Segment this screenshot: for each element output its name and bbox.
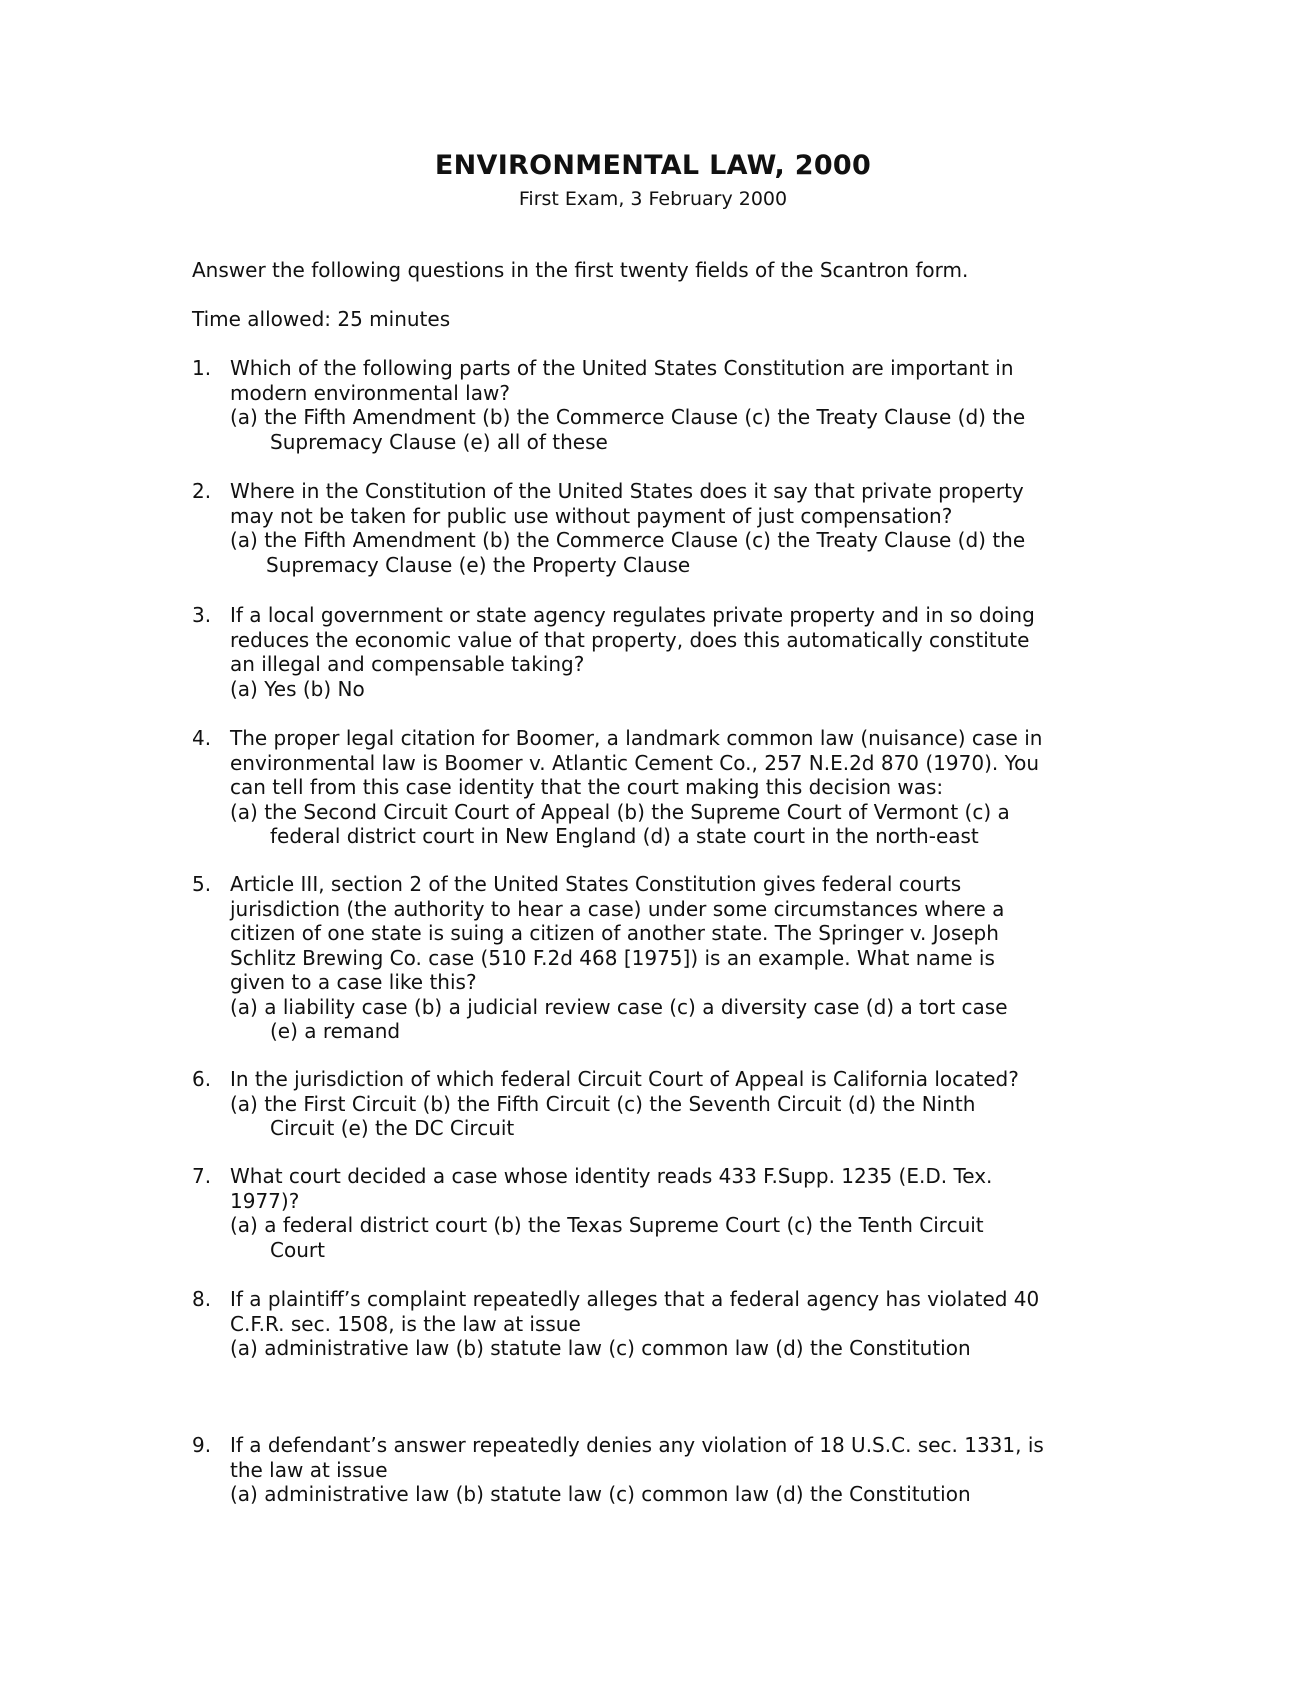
question-number: 6. [192,1067,212,1091]
question-line: If a defendant’s answer repeatedly denies any violation of 18 U.S.C. sec. 1331, is [230,1433,1044,1457]
answer-options: (a) administrative law (b) statute law (c) common law (d) the Constitution [230,1336,971,1360]
question-line: Where in the Constitution of the United States does it say that private property [230,479,1024,503]
question-line: can tell from this case identity that the court making this decision was: [230,775,944,799]
question-line: environmental law is Boomer v. Atlantic Cement Co., 257 N.E.2d 870 (1970). You [230,750,1040,775]
answer-options: Supremacy Clause (e) the Property Clause [266,552,691,577]
page-subtitle: First Exam, 3 February 2000 [518,188,788,210]
question-line: reduces the economic value of that property, does this automatically constitute [230,627,1030,652]
question-line: citizen of one state is suing a citizen of another state. The Springer v. Joseph [230,921,999,945]
question-line: The proper legal citation for Boomer, a landmark common law (nuisance) case in [230,726,1043,750]
answer-options: (a) a liability case (b) a judicial review case (c) a diversity case (d) a tort case [230,994,1008,1019]
question-number: 3. [192,603,212,627]
question-6 [192,1067,1112,1141]
question-line: jurisdiction (the authority to hear a case) under some circumstances where a [230,896,1005,921]
question-number: 4. [192,726,212,750]
question-number: 1. [192,356,212,380]
question-line: If a plaintiff’s complaint repeatedly alleges that a federal agency has violated 40 [230,1287,1040,1311]
question-line: Which of the following parts of the United States Constitution are important in [230,356,1014,380]
question-8 [192,1287,1112,1361]
question-line: Schlitz Brewing Co. case (510 F.2d 468 [1975]) is an example. What name is [230,945,995,970]
answer-options: Supremacy Clause (e) all of these [270,429,608,454]
answer-options: (e) a remand [270,1019,401,1043]
time-allowed-text: Time allowed: 25 minutes [192,307,451,331]
question-line: Article III, section 2 of the United States Constitution gives federal courts [230,872,962,896]
answer-options: federal district court in New England (d) a state court in the north-east [270,824,979,848]
page-title: ENVIRONMENTAL LAW, 2000 [434,150,872,181]
question-number: 9. [192,1433,212,1457]
question-number: 7. [192,1164,212,1188]
question-9 [192,1433,1112,1507]
question-1 [192,356,1112,454]
question-line: In the jurisdiction of which federal Circuit Court of Appeal is California located? [230,1067,1019,1091]
question-line: 1977)? [230,1188,300,1213]
question-line: C.F.R. sec. 1508, is the law at issue [230,1311,581,1336]
answer-options: (a) the Fifth Amendment (b) the Commerce Clause (c) the Treaty Clause (d) the [230,405,1026,429]
question-number: 5. [192,872,212,896]
answer-options: (a) administrative law (b) statute law (c) common law (d) the Constitution [230,1482,971,1506]
answer-options: (a) the Second Circuit Court of Appeal (b) the Supreme Court of Vermont (c) a [230,799,1010,824]
answer-options: (a) a federal district court (b) the Texas Supreme Court (c) the Tenth Circuit [230,1213,984,1237]
answer-options: (a) the First Circuit (b) the Fifth Circuit (c) the Seventh Circuit (d) the Ninth [230,1091,976,1116]
question-line: the law at issue [230,1457,388,1482]
question-2 [192,479,1112,577]
question-4 [192,726,1112,849]
question-5 [192,872,1112,1044]
question-number: 2. [192,479,212,503]
answer-options: Court [270,1237,325,1262]
instructions-text: Answer the following questions in the first twenty fields of the Scantron form. [192,258,969,282]
question-line: an illegal and compensable taking? [230,652,585,676]
answer-options: Circuit (e) the DC Circuit [270,1116,515,1140]
question-line: If a local government or state agency regulates private property and in so doing [230,603,1035,627]
question-number: 8. [192,1287,212,1311]
question-line: may not be taken for public use without payment of just compensation? [230,503,953,528]
answer-options: (a) Yes (b) No [230,676,365,701]
question-3 [192,603,1112,701]
question-7 [192,1164,1112,1262]
question-line: given to a case like this? [230,970,477,994]
answer-options: (a) the Fifth Amendment (b) the Commerce Clause (c) the Treaty Clause (d) the [230,528,1026,552]
question-line: modern environmental law? [230,380,510,405]
question-line: What court decided a case whose identity reads 433 F.Supp. 1235 (E.D. Tex. [230,1164,993,1188]
